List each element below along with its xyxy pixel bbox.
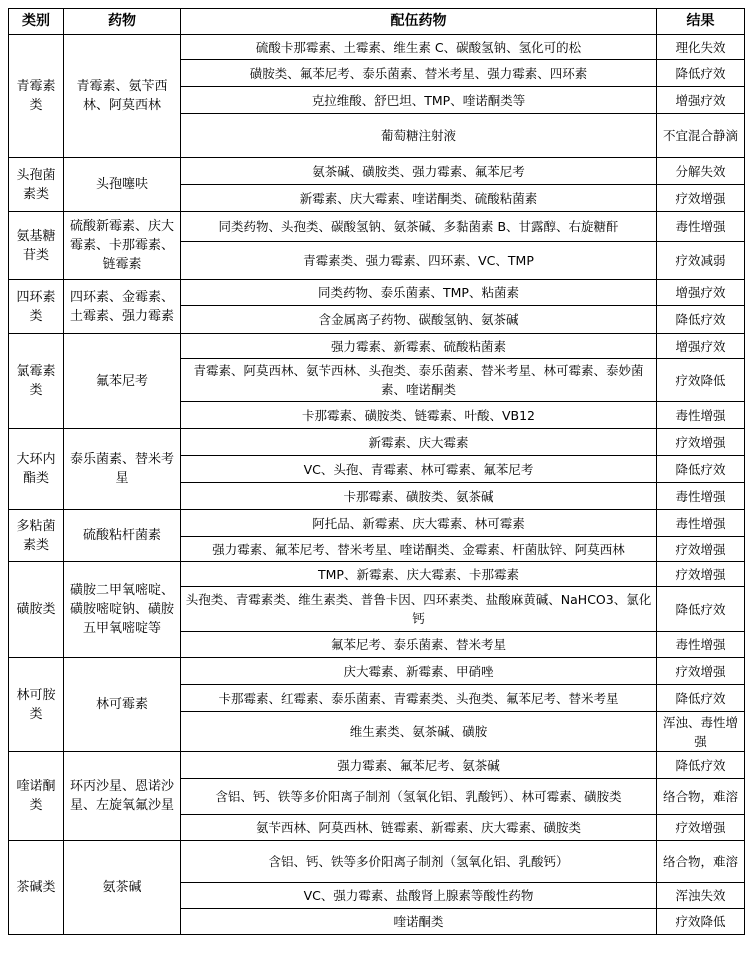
partner-drugs-cell: 阿托品、新霉素、庆大霉素、林可霉素	[181, 510, 657, 537]
partner-drugs-cell: 含金属离子药物、碳酸氢钠、氨茶碱	[181, 306, 657, 334]
table-row	[9, 562, 745, 587]
result-cell: 浑浊、毒性增强	[657, 712, 745, 752]
category-cell: 喹诺酮类	[9, 752, 64, 841]
partner-drugs-cell: 同类药物、泰乐菌素、TMP、粘菌素	[181, 280, 657, 306]
category-cell: 磺胺类	[9, 562, 64, 658]
table-row	[9, 158, 745, 185]
header-partner-drugs: 配伍药物	[181, 9, 657, 35]
partner-drugs-cell: 庆大霉素、新霉素、甲硝唑	[181, 658, 657, 685]
partner-drugs-cell: 强力霉素、氟苯尼考、氨茶碱	[181, 752, 657, 779]
header-drug: 药物	[64, 9, 181, 35]
partner-drugs-cell: 含铝、钙、铁等多价阳离子制剂（氢氧化铝、乳酸钙）、林可霉素、磺胺类	[181, 779, 657, 815]
header-row	[9, 9, 745, 35]
partner-drugs-cell: 青霉素类、强力霉素、四环素、VC、TMP	[181, 242, 657, 280]
table-row	[9, 841, 745, 883]
result-cell: 分解失效	[657, 158, 745, 185]
partner-drugs-cell: 卡那霉素、磺胺类、氨茶碱	[181, 483, 657, 510]
partner-drugs-cell: 卡那霉素、红霉素、泰乐菌素、青霉素类、头孢类、氟苯尼考、替米考星	[181, 685, 657, 712]
result-cell: 增强疗效	[657, 280, 745, 306]
table-body	[9, 35, 745, 935]
table-row	[9, 752, 745, 779]
header-result: 结果	[657, 9, 745, 35]
partner-drugs-cell: 氟苯尼考、泰乐菌素、替米考星	[181, 632, 657, 658]
table-row	[9, 280, 745, 306]
result-cell: 增强疗效	[657, 87, 745, 114]
partner-drugs-cell: 氨茶碱、磺胺类、强力霉素、氟苯尼考	[181, 158, 657, 185]
partner-drugs-cell: 克拉维酸、舒巴坦、TMP、喹诺酮类等	[181, 87, 657, 114]
partner-drugs-cell: VC、头孢、青霉素、林可霉素、氟苯尼考	[181, 456, 657, 483]
drug-cell: 氟苯尼考	[64, 334, 181, 429]
partner-drugs-cell: 喹诺酮类	[181, 909, 657, 935]
result-cell: 增强疗效	[657, 334, 745, 359]
partner-drugs-cell: 氨苄西林、阿莫西林、链霉素、新霉素、庆大霉素、磺胺类	[181, 815, 657, 841]
result-cell: 毒性增强	[657, 632, 745, 658]
drug-cell: 头孢噻呋	[64, 158, 181, 212]
partner-drugs-cell: VC、强力霉素、盐酸肾上腺素等酸性药物	[181, 883, 657, 909]
category-cell: 多粘菌素类	[9, 510, 64, 562]
partner-drugs-cell: 强力霉素、新霉素、硫酸粘菌素	[181, 334, 657, 359]
partner-drugs-cell: 葡萄糖注射液	[181, 114, 657, 158]
drug-cell: 环丙沙星、恩诺沙星、左旋氧氟沙星	[64, 752, 181, 841]
result-cell: 降低疗效	[657, 685, 745, 712]
category-cell: 氯霉素类	[9, 334, 64, 429]
category-cell: 茶碱类	[9, 841, 64, 935]
category-cell: 大环内酯类	[9, 429, 64, 510]
partner-drugs-cell: 同类药物、头孢类、碳酸氢钠、氨茶碱、多黏菌素 B、甘露醇、右旋糖酐	[181, 212, 657, 242]
partner-drugs-cell: 青霉素、阿莫西林、氨苄西林、头孢类、泰乐菌素、替米考星、林可霉素、泰妙菌素、喹诺酮类	[181, 359, 657, 402]
drug-cell: 泰乐菌素、替米考星	[64, 429, 181, 510]
result-cell: 疗效降低	[657, 909, 745, 935]
result-cell: 疗效增强	[657, 815, 745, 841]
result-cell: 浑浊失效	[657, 883, 745, 909]
partner-drugs-cell: 新霉素、庆大霉素、喹诺酮类、硫酸粘菌素	[181, 185, 657, 212]
result-cell: 疗效增强	[657, 537, 745, 562]
partner-drugs-cell: 新霉素、庆大霉素	[181, 429, 657, 456]
result-cell: 毒性增强	[657, 212, 745, 242]
result-cell: 降低疗效	[657, 752, 745, 779]
table-row	[9, 510, 745, 537]
result-cell: 疗效增强	[657, 429, 745, 456]
drug-compatibility-table	[8, 8, 745, 935]
partner-drugs-cell: 磺胺类、氟苯尼考、泰乐菌素、替米考星、强力霉素、四环素	[181, 60, 657, 87]
category-cell: 林可胺类	[9, 658, 64, 752]
result-cell: 理化失效	[657, 35, 745, 60]
drug-cell: 青霉素、氨苄西林、阿莫西林	[64, 35, 181, 158]
result-cell: 疗效减弱	[657, 242, 745, 280]
drug-cell: 林可霉素	[64, 658, 181, 752]
result-cell: 毒性增强	[657, 483, 745, 510]
result-cell: 毒性增强	[657, 402, 745, 429]
result-cell: 络合物，难溶	[657, 779, 745, 815]
result-cell: 疗效增强	[657, 185, 745, 212]
partner-drugs-cell: 头孢类、青霉素类、维生素类、普鲁卡因、四环素类、盐酸麻黄碱、NaHCO3、氯化钙	[181, 587, 657, 632]
result-cell: 降低疗效	[657, 60, 745, 87]
drug-cell: 氨茶碱	[64, 841, 181, 935]
table-row	[9, 212, 745, 242]
result-cell: 疗效增强	[657, 658, 745, 685]
result-cell: 毒性增强	[657, 510, 745, 537]
category-cell: 四环素类	[9, 280, 64, 334]
result-cell: 疗效增强	[657, 562, 745, 587]
result-cell: 降低疗效	[657, 587, 745, 632]
table-row	[9, 35, 745, 60]
header-category: 类别	[9, 9, 64, 35]
category-cell: 头孢菌素类	[9, 158, 64, 212]
partner-drugs-cell: 卡那霉素、磺胺类、链霉素、叶酸、VB12	[181, 402, 657, 429]
drug-cell: 四环素、金霉素、土霉素、强力霉素	[64, 280, 181, 334]
drug-cell: 磺胺二甲氧嘧啶、磺胺嘧啶钠、磺胺五甲氧嘧啶等	[64, 562, 181, 658]
result-cell: 降低疗效	[657, 306, 745, 334]
drug-cell: 硫酸粘杆菌素	[64, 510, 181, 562]
partner-drugs-cell: TMP、新霉素、庆大霉素、卡那霉素	[181, 562, 657, 587]
result-cell: 络合物，难溶	[657, 841, 745, 883]
table-row	[9, 334, 745, 359]
partner-drugs-cell: 含铝、钙、铁等多价阳离子制剂（氢氧化铝、乳酸钙）	[181, 841, 657, 883]
table-row	[9, 429, 745, 456]
result-cell: 疗效降低	[657, 359, 745, 402]
partner-drugs-cell: 硫酸卡那霉素、土霉素、维生素 C、碳酸氢钠、氢化可的松	[181, 35, 657, 60]
result-cell: 不宜混合静滴	[657, 114, 745, 158]
drug-cell: 硫酸新霉素、庆大霉素、卡那霉素、链霉素	[64, 212, 181, 280]
category-cell: 氨基糖苷类	[9, 212, 64, 280]
partner-drugs-cell: 维生素类、氨茶碱、磺胺	[181, 712, 657, 752]
category-cell: 青霉素类	[9, 35, 64, 158]
result-cell: 降低疗效	[657, 456, 745, 483]
partner-drugs-cell: 强力霉素、氟苯尼考、替米考星、喹诺酮类、金霉素、杆菌肽锌、阿莫西林	[181, 537, 657, 562]
table-row	[9, 658, 745, 685]
